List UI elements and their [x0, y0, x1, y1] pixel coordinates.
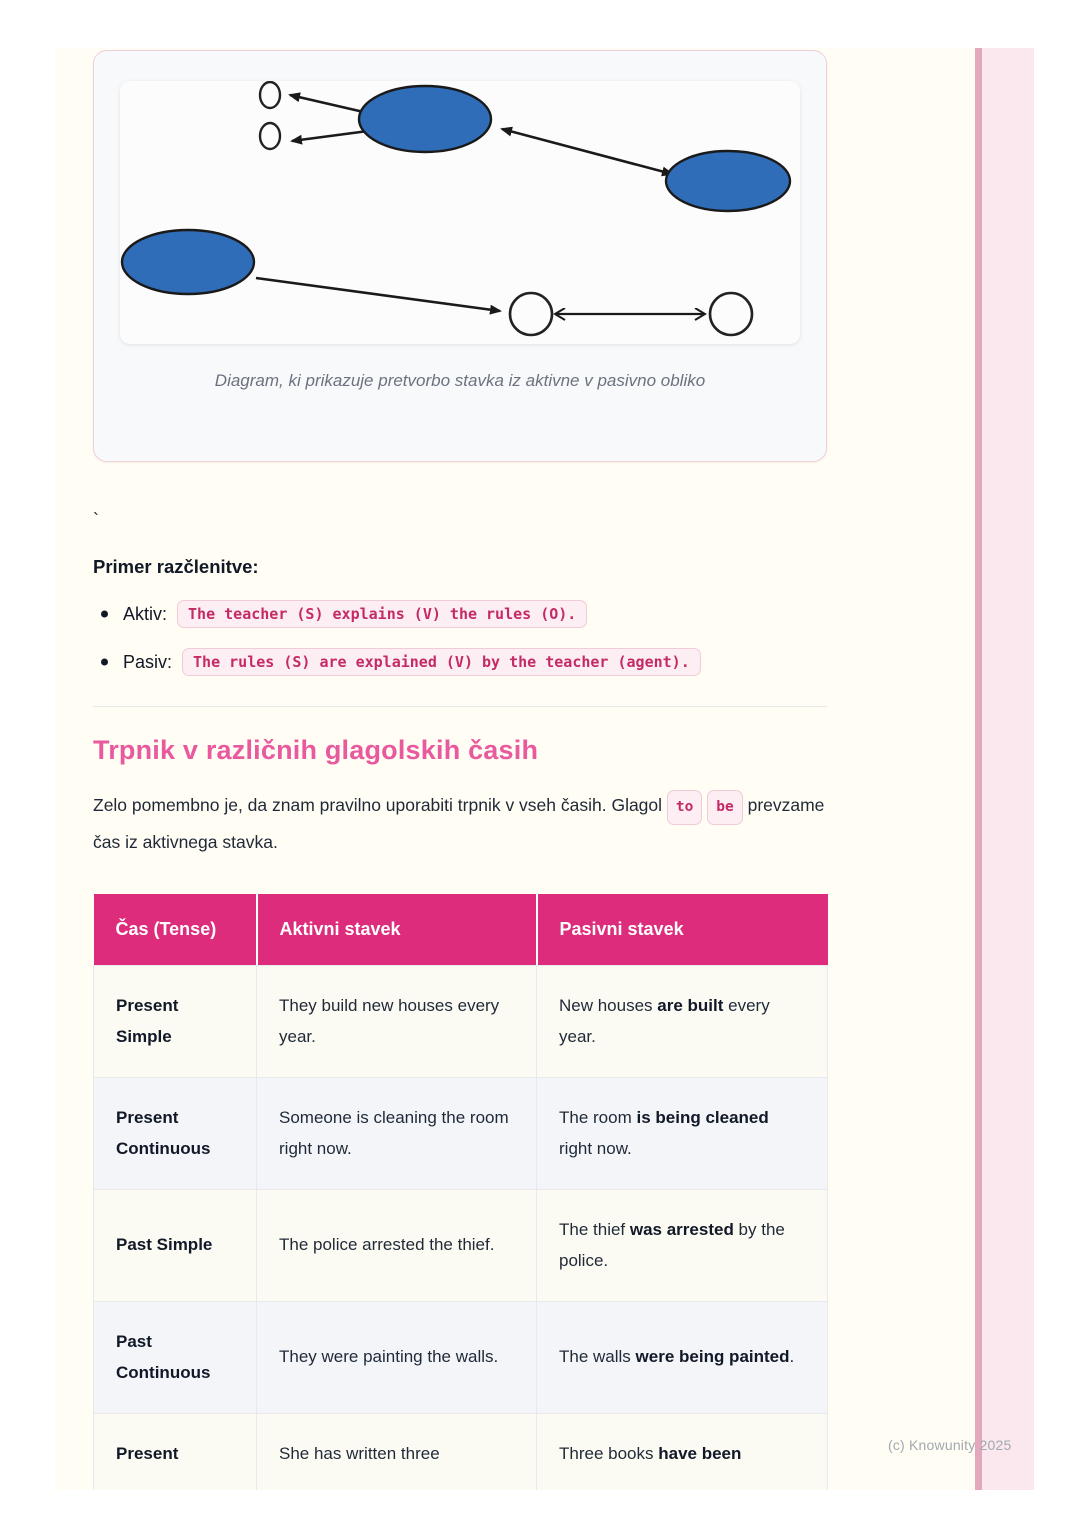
page-accent-bar: [975, 48, 1034, 1490]
active-cell: She has written three: [257, 1413, 537, 1490]
passive-cell: The thief was arrested by the police.: [537, 1189, 828, 1301]
intro-text: prevzame čas iz aktivnega stavka.: [93, 795, 825, 852]
passive-cell: New houses are built every year.: [537, 966, 828, 1078]
figure-card: [93, 50, 827, 462]
table-header-row: [94, 894, 828, 966]
tense-cell: Past Continuous: [94, 1301, 257, 1413]
table-row: [94, 1077, 828, 1189]
blue-node-top: [359, 86, 491, 152]
tense-cell: Present Continuous: [94, 1077, 257, 1189]
active-cell: The police arrested the thief.: [257, 1189, 537, 1301]
content-column: [93, 48, 827, 1490]
passive-cell: Three books have been: [537, 1413, 828, 1490]
diagram-panel: [120, 81, 800, 344]
arrow-double-top: [502, 129, 672, 174]
white-node-2: [710, 293, 752, 335]
be-code-chip: be: [707, 790, 742, 825]
active-cell: Someone is cleaning the room right now.: [257, 1077, 537, 1189]
white-node-1: [510, 293, 552, 335]
list-item-active: [93, 596, 827, 632]
tense-cell: Present: [94, 1413, 257, 1490]
example-label: Pasiv:: [123, 651, 173, 672]
small-node-1: [260, 82, 280, 108]
list-item-passive: [93, 644, 827, 680]
copyright-note: (c) Knowunity 2025: [888, 1437, 1012, 1453]
tense-cell: Past Simple: [94, 1189, 257, 1301]
arrow-long: [256, 278, 500, 311]
table-row: [94, 966, 828, 1078]
arrow-subject-bottom: [292, 131, 368, 141]
column-header-passive: Pasivni stavek: [537, 894, 828, 966]
blue-node-right: [666, 151, 790, 211]
document-page: [55, 48, 975, 1490]
active-sentence-code: The teacher (S) explains (V) the rules (O).: [177, 600, 587, 628]
passive-cell: The room is being cleaned right now.: [537, 1077, 828, 1189]
bullet-icon: [101, 659, 108, 666]
active-passive-diagram: [120, 81, 800, 344]
intro-text: Zelo pomembno je, da znam pravilno uporabiti trpnik v vseh časih. Glagol: [93, 795, 667, 815]
column-header-tense: Čas (Tense): [94, 894, 257, 966]
table-header: [94, 894, 828, 966]
table-row: [94, 1189, 828, 1301]
section-divider: [93, 706, 827, 707]
active-cell: They build new houses every year.: [257, 966, 537, 1078]
table-row: [94, 1301, 828, 1413]
passive-cell: The walls were being painted.: [537, 1301, 828, 1413]
tense-cell: Present Simple: [94, 966, 257, 1078]
examples-list: [93, 596, 827, 680]
to-code-chip: to: [667, 790, 702, 825]
column-header-active: Aktivni stavek: [257, 894, 537, 966]
passive-sentence-code: The rules (S) are explained (V) by the teacher (agent).: [182, 648, 701, 676]
intro-paragraph: [93, 788, 827, 860]
blue-node-left: [122, 230, 254, 294]
arrow-subject-top: [290, 95, 368, 113]
small-node-2: [260, 123, 280, 149]
example-label: Aktiv:: [123, 603, 168, 624]
active-cell: They were painting the walls.: [257, 1301, 537, 1413]
figure-caption: Diagram, ki prikazuje pretvorbo stavka iz aktivne v pasivno obliko: [214, 371, 706, 390]
table-body: [94, 966, 828, 1491]
examples-heading: Primer razčlenitve:: [93, 556, 259, 577]
stray-backtick: `: [93, 510, 99, 530]
bullet-icon: [101, 611, 108, 618]
tense-table: [93, 894, 828, 1490]
table-row: [94, 1413, 828, 1490]
section-heading: Trpnik v različnih glagolskih časih: [93, 735, 539, 765]
